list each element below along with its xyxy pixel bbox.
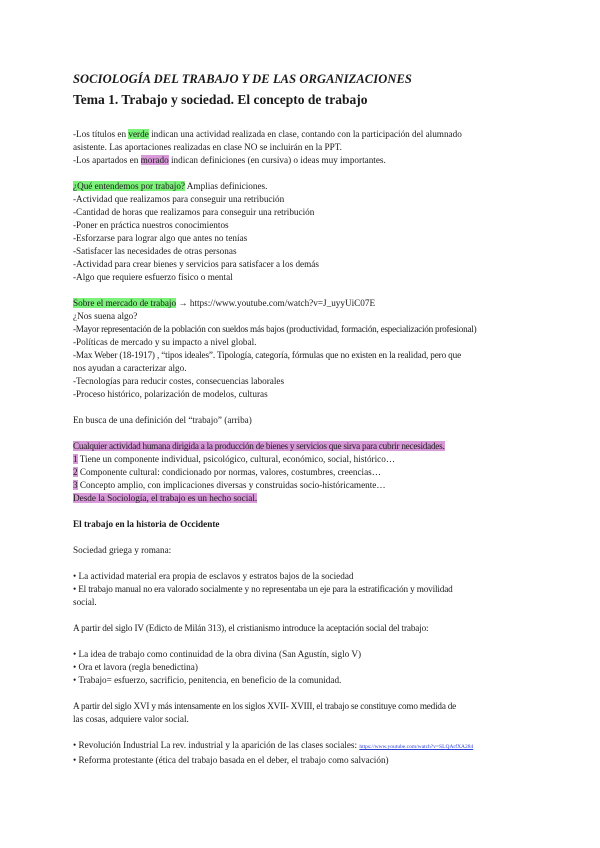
heading-link-text[interactable]: → https://www.youtube.com/watch?v=J_uyyUiC07E	[176, 298, 376, 308]
bullet-item: • El trabajo manual no era valorado socialmente y no representaba un eje para la estratificación y movilidad	[73, 584, 453, 594]
definition-item	[73, 479, 543, 492]
list-item: ¿Nos suena algo?	[73, 311, 138, 321]
intro-text: -Los apartados en	[73, 155, 141, 165]
list-item: -Esforzarse para lograr algo que antes no tenías	[73, 233, 248, 243]
definition-line	[73, 440, 543, 453]
list-item: -Poner en práctica nuestros conocimientos	[73, 220, 229, 230]
intro-text: indican definiciones (en cursiva) o ideas muy importantes.	[168, 155, 386, 165]
list-item: nos ayudan a caracterizar algo.	[73, 363, 187, 373]
list-item: -Max Weber (18-1917) , “tipos ideales”. Tipología, categoría, fórmulas que no existen en la realidad, pero que	[73, 350, 461, 360]
intro-section	[73, 128, 543, 167]
paragraph: las cosas, adquiere valor social.	[73, 714, 189, 724]
bullet-item: • Trabajo= esfuerzo, sacrificio, penitencia, en beneficio de la comunidad.	[73, 675, 342, 685]
list-item: -Proceso histórico, polarización de modelos, culturas	[73, 389, 268, 399]
section-heading: El trabajo en la historia de Occidente	[73, 519, 220, 529]
highlight-green: verde	[128, 129, 149, 139]
paragraph: Sociedad griega y romana:	[73, 545, 172, 555]
item-number: 3	[73, 480, 78, 490]
bullet-item: • La actividad material era propia de esclavos y estratos bajos de la sociedad	[73, 571, 354, 581]
intro-line	[73, 128, 543, 141]
que-entendemos-section	[73, 180, 543, 284]
intro-text: indican una actividad realizada en clase, contando con la participación del alumnado	[148, 129, 462, 139]
heading-rest: Amplias definiciones.	[185, 181, 268, 191]
list-item: -Satisfacer las necesidades de otras personas	[73, 246, 237, 256]
item-text: Concepto amplio, con implicaciones diversas y construidas socio-históricamente…	[77, 480, 386, 490]
list-item: -Actividad que realizamos para conseguir una retribución	[73, 194, 285, 204]
highlight-purple: Desde la Sociología, el trabajo es un hecho social.	[73, 493, 258, 503]
section-heading	[73, 180, 543, 193]
definicion-section	[73, 440, 543, 505]
bullet-item	[73, 739, 543, 754]
list-item: -Mayor representación de la población con sueldos más bajos (productividad, formación, especialización profesional)	[73, 324, 477, 334]
intro-line: asistente. Las aportaciones realizadas en clase NO se incluirán en la PPT.	[73, 142, 342, 152]
highlight-green: ¿Qué entendemos por trabajo?	[73, 181, 185, 191]
definition-line	[73, 492, 543, 505]
historia-section	[73, 518, 543, 767]
item-number: 2	[73, 467, 78, 477]
highlight-purple: morado	[140, 155, 169, 165]
bullet-item: • Ora et lavora (regla benedictina)	[73, 662, 198, 672]
list-item: -Actividad para crear bienes y servicios para satisfacer a los demás	[73, 259, 319, 269]
video-link[interactable]: https://www.youtube.com/watch?v=SLQArfXA284	[359, 744, 474, 750]
intro-line	[73, 154, 543, 167]
item-text: Tiene un componente individual, psicológico, cultural, económico, social, histórico…	[77, 454, 396, 464]
mercado-section	[73, 297, 543, 401]
bullet-text: • Revolución Industrial La rev. industrial y la aparición de las clases sociales:	[73, 740, 360, 750]
list-item: -Políticas de mercado y su impacto a nivel global.	[73, 337, 257, 347]
paragraph: A partir del siglo IV (Edicto de Milán 313), el cristianismo introduce la aceptación social del trabajo:	[73, 623, 429, 633]
bullet-item: • Reforma protestante (ética del trabajo basada en el deber, el trabajo como salvación)	[73, 755, 389, 765]
highlight-green: Sobre el mercado de trabajo	[73, 298, 177, 308]
list-item: -Tecnologías para reducir costes, consecuencias laborales	[73, 376, 285, 386]
section-heading	[73, 297, 543, 310]
definition-item	[73, 466, 543, 479]
list-item: -Cantidad de horas que realizamos para conseguir una retribución	[73, 207, 315, 217]
document-subtitle: Tema 1. Trabajo y sociedad. El concepto de trabajo	[73, 92, 368, 107]
document-content	[73, 72, 543, 767]
bullet-item: social.	[73, 597, 97, 607]
intro-text: -Los títulos en	[73, 129, 129, 139]
paragraph: A partir del siglo XVI y más intensamente en los siglos XVII- XVIII, el trabajo se constituye como medida de	[73, 701, 457, 711]
item-text: Componente cultural: condicionado por normas, valores, costumbres, creencias…	[77, 467, 381, 477]
bullet-item: • La idea de trabajo como continuidad de la obra divina (San Agustín, siglo V)	[73, 649, 362, 659]
document-title: SOCIOLOGÍA DEL TRABAJO Y DE LAS ORGANIZACIONES	[73, 72, 412, 86]
highlight-purple: Cualquier actividad humana dirigida a la producción de bienes y servicios que sirva para cubrir necesidades.	[73, 441, 445, 451]
en-busca-line: En busca de una definición del “trabajo” (arriba)	[73, 415, 252, 425]
item-number: 1	[73, 454, 78, 464]
list-item: -Algo que requiere esfuerzo físico o mental	[73, 272, 233, 282]
definition-item	[73, 453, 543, 466]
